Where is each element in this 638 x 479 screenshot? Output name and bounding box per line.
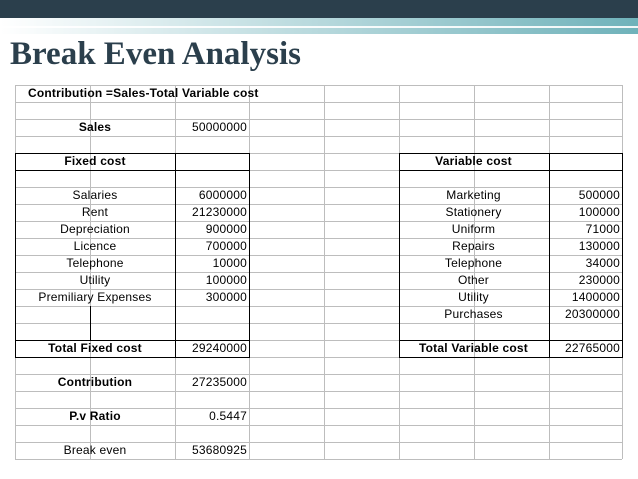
formula-text: Contribution =Sales-Total Variable cost bbox=[28, 86, 259, 100]
fixed-item-label: Licence bbox=[73, 239, 117, 253]
variable-item-value: 230000 bbox=[578, 273, 620, 287]
variable-item-label: Utility bbox=[458, 290, 489, 304]
total-variable-cost-value: 22765000 bbox=[565, 341, 620, 355]
variable-item-label: Telephone bbox=[444, 256, 503, 270]
fixed-item-value: 10000 bbox=[212, 256, 247, 270]
break-even-value: 53680925 bbox=[192, 443, 247, 457]
pv-ratio-label: P.v Ratio bbox=[69, 409, 121, 423]
variable-item-label: Stationery bbox=[445, 205, 502, 219]
variable-cost-header: Variable cost bbox=[435, 154, 512, 168]
break-even-label: Break even bbox=[63, 443, 127, 457]
sales-value: 50000000 bbox=[192, 120, 247, 134]
fixed-item-value: 300000 bbox=[205, 290, 247, 304]
contribution-label: Contribution bbox=[57, 375, 133, 389]
fixed-cost-header: Fixed cost bbox=[64, 154, 126, 168]
total-fixed-cost-label: Total Fixed cost bbox=[48, 341, 142, 355]
total-variable-cost-label: Total Variable cost bbox=[419, 341, 528, 355]
fixed-item-value: 100000 bbox=[205, 273, 247, 287]
fixed-item-label: Premiliary Expenses bbox=[38, 290, 152, 304]
variable-item-value: 20300000 bbox=[565, 307, 620, 321]
slide-title: Break Even Analysis bbox=[10, 36, 301, 72]
fixed-item-label: Utility bbox=[79, 273, 111, 287]
variable-item-value: 71000 bbox=[585, 222, 620, 236]
fixed-item-label: Salaries bbox=[72, 188, 118, 202]
fixed-item-label: Depreciation bbox=[60, 222, 130, 236]
variable-item-label: Marketing bbox=[446, 188, 501, 202]
fixed-item-value: 21230000 bbox=[192, 205, 247, 219]
pv-ratio-value: 0.5447 bbox=[209, 409, 247, 423]
sales-label: Sales bbox=[78, 120, 112, 134]
variable-item-label: Repairs bbox=[452, 239, 495, 253]
variable-item-label: Uniform bbox=[451, 222, 496, 236]
fixed-item-label: Telephone bbox=[66, 256, 124, 270]
variable-item-label: Other bbox=[457, 273, 489, 287]
fixed-item-label: Rent bbox=[81, 205, 109, 219]
variable-item-value: 1400000 bbox=[571, 290, 620, 304]
fixed-item-value: 6000000 bbox=[198, 188, 247, 202]
fixed-item-value: 900000 bbox=[205, 222, 247, 236]
variable-item-value: 34000 bbox=[585, 256, 620, 270]
variable-item-value: 130000 bbox=[578, 239, 620, 253]
variable-item-label: Purchases bbox=[444, 307, 503, 321]
variable-item-value: 100000 bbox=[578, 205, 620, 219]
variable-item-value: 500000 bbox=[578, 188, 620, 202]
fixed-item-value: 700000 bbox=[205, 239, 247, 253]
contribution-value: 27235000 bbox=[192, 375, 247, 389]
total-fixed-cost-value: 29240000 bbox=[192, 341, 247, 355]
